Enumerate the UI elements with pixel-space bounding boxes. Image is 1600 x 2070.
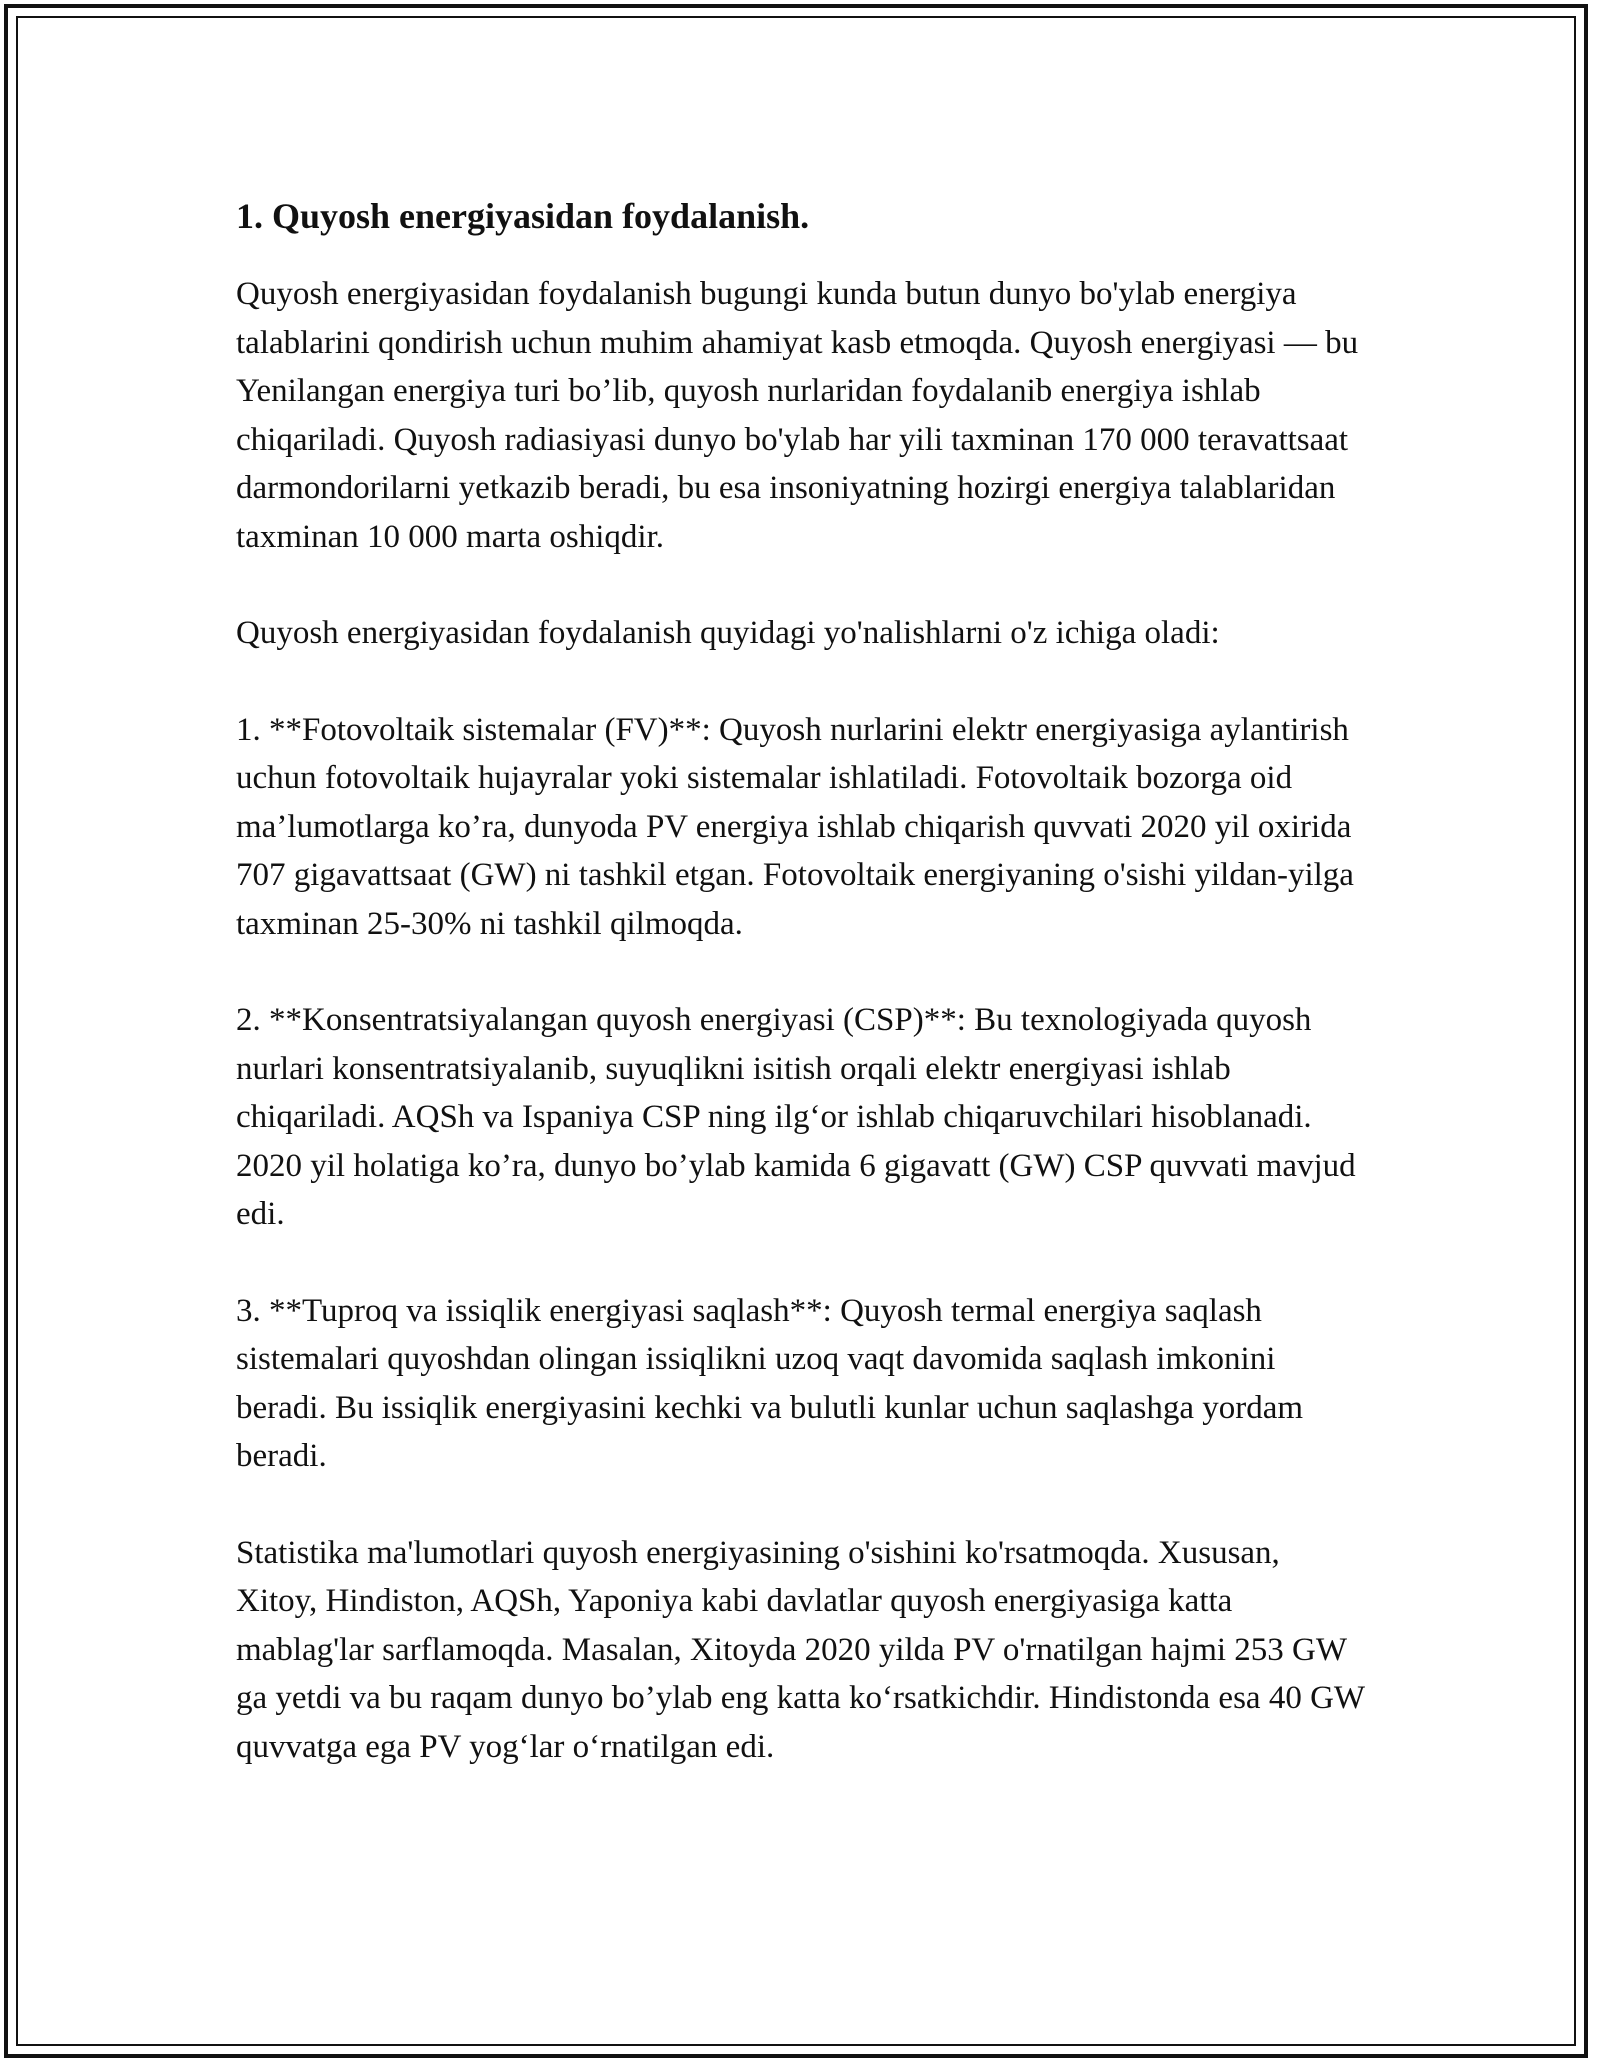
paragraph-statistics: Statistika ma'lumotlari quyosh energiyasining o'sishini ko'rsatmoqda. Xususan, Xitoy, Hindiston, AQSh, Yaponiya kabi davlatlar quyosh energiyasiga katta mablag'lar sarflamoqda. Masalan, Xitoyda 2020 yilda PV o'rnatilgan hajmi 253 GW ga yetdi va bu raqam dunyo bo’ylab eng katta ko‘rsatkichdir. Hindistonda esa 40 GW quvvatga ega PV yog‘lar o‘rnatilgan edi. [236,1534,1365,1765]
section-title: 1. Quyosh energiyasidan foydalanish. [236,196,810,236]
paragraph-item-photovoltaic: 1. **Fotovoltaik sistemalar (FV)**: Quyosh nurlarini elektr energiyasiga aylantirish uchun fotovoltaik hujayralar yoki sistemalar ishlatiladi. Fotovoltaik bozorga oid ma’lumotlarga ko’ra, dunyoda PV energiya ishlab chiqarish quvvati 2020 yil oxirida 707 gigavattsaat (GW) ni tashkil etgan. Fotovoltaik energiyaning o'sishi yildan-yilga taxminan 25-30% ni tashkil qilmoqda. [236,711,1354,942]
document-body [236,188,1366,1819]
paragraph-item-thermal-storage: 3. **Tuproq va issiqlik energiyasi saqlash**: Quyosh termal energiya saqlash sistemalari quyoshdan olingan issiqlikni uzoq vaqt davomida saqlash imkonini beradi. Bu issiqlik energiyasini kechki va bulutli kunlar uchun saqlashga yordam beradi. [236,1292,1304,1474]
paragraph-intro: Quyosh energiyasidan foydalanish bugungi kunda butun dunyo bo'ylab energiya talablarini qondirish uchun muhim ahamiyat kasb etmoqda. Quyosh energiyasi — bu Yenilangan energiya turi bo’lib, quyosh nurlaridan foydalanib energiya ishlab chiqariladi. Quyosh radiasiyasi dunyo bo'ylab har yili taxminan 170 000 teravattsaat darmondorilarni yetkazib beradi, bu esa insoniyatning hozirgi energiya talablaridan taxminan 10 000 marta oshiqdir. [236,276,1359,555]
paragraph-item-csp: 2. **Konsentratsiyalangan quyosh energiyasi (CSP)**: Bu texnologiyada quyosh nurlari konsentratsiyalanib, suyuqlikni isitish orqali elektr energiyasi ishlab chiqariladi. AQSh va Ispaniya CSP ning ilg‘or ishlab chiqaruvchilari hisoblanadi. 2020 yil holatiga ko’ra, dunyo bo’ylab kamida 6 gigavatt (GW) CSP quvvati mavjud edi. [236,1002,1356,1232]
paragraph-directions-lead: Quyosh energiyasidan foydalanish quyidagi yo'nalishlarni o'z ichiga oladi: [236,615,1220,651]
